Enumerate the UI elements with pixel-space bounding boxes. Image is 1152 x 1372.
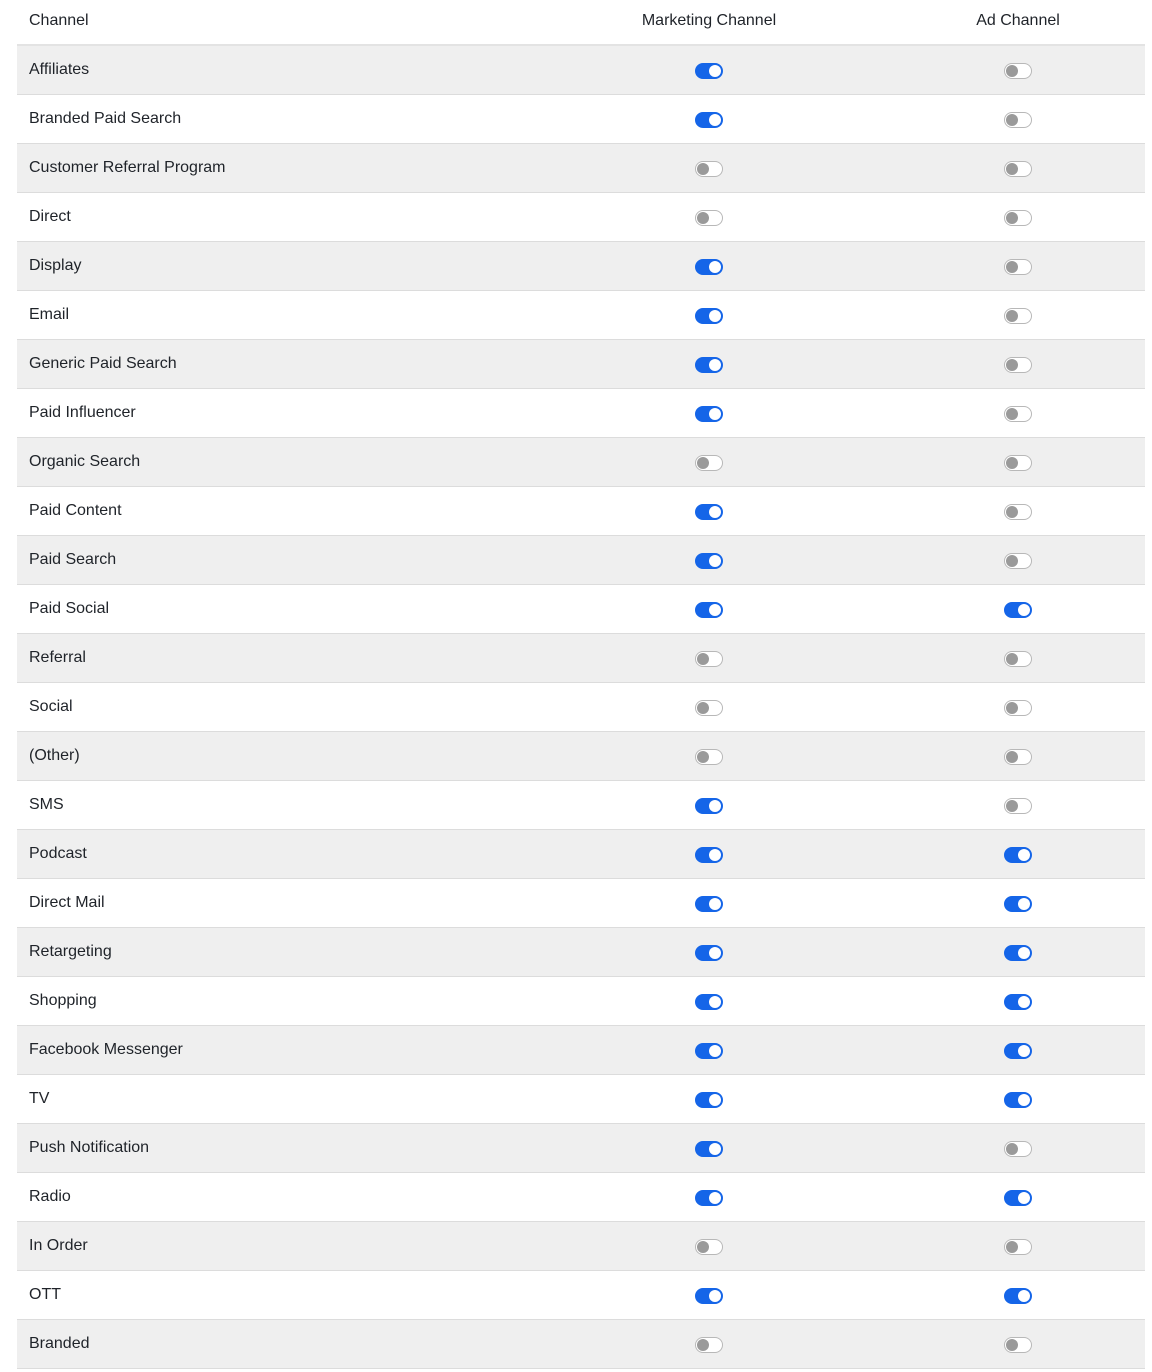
ad-channel-toggle[interactable] — [1004, 798, 1032, 814]
channel-name: Shopping — [29, 992, 97, 1009]
marketing-channel-toggle[interactable] — [695, 210, 723, 226]
channel-name: Facebook Messenger — [29, 1041, 183, 1058]
table-row — [17, 1026, 1145, 1075]
marketing-channel-toggle[interactable] — [695, 1190, 723, 1206]
marketing-channel-toggle[interactable] — [695, 357, 723, 373]
ad-channel-toggle[interactable] — [1004, 1092, 1032, 1108]
toggle-knob — [709, 1045, 721, 1057]
table-row — [17, 487, 1145, 536]
channel-name: Paid Influencer — [29, 404, 136, 421]
ad-channel-toggle[interactable] — [1004, 896, 1032, 912]
toggle-knob — [1006, 555, 1018, 567]
toggle-knob — [709, 261, 721, 273]
toggle-knob — [1018, 1045, 1030, 1057]
channel-name: Generic Paid Search — [29, 355, 177, 372]
toggle-knob — [1006, 114, 1018, 126]
toggle-knob — [709, 65, 721, 77]
channel-name: Podcast — [29, 845, 87, 862]
toggle-knob — [1018, 604, 1030, 616]
ad-channel-toggle[interactable] — [1004, 1190, 1032, 1206]
ad-channel-toggle[interactable] — [1004, 406, 1032, 422]
toggle-knob — [709, 1192, 721, 1204]
column-header-ad-channel: Ad Channel — [976, 12, 1060, 29]
ad-channel-toggle[interactable] — [1004, 1288, 1032, 1304]
channel-name: Push Notification — [29, 1139, 150, 1156]
toggle-knob — [1006, 800, 1018, 812]
table-header — [17, 0, 1145, 46]
ad-channel-toggle[interactable] — [1004, 602, 1032, 618]
channel-name: Email — [29, 306, 70, 323]
table-row — [17, 977, 1145, 1026]
marketing-channel-toggle[interactable] — [695, 994, 723, 1010]
table-row — [17, 1320, 1145, 1369]
channel-name: Direct Mail — [29, 894, 105, 911]
toggle-knob — [709, 947, 721, 959]
toggle-knob — [1006, 261, 1018, 273]
table-row — [17, 683, 1145, 732]
marketing-channel-toggle[interactable] — [695, 63, 723, 79]
channel-name: Paid Content — [29, 502, 122, 519]
marketing-channel-toggle[interactable] — [695, 455, 723, 471]
toggle-knob — [1006, 702, 1018, 714]
toggle-knob — [1018, 849, 1030, 861]
toggle-knob — [1018, 947, 1030, 959]
channel-name: Affiliates — [29, 61, 90, 78]
table-row — [17, 732, 1145, 781]
toggle-knob — [1006, 65, 1018, 77]
toggle-knob — [709, 849, 721, 861]
table-row — [17, 830, 1145, 879]
toggle-knob — [1018, 996, 1030, 1008]
ad-channel-toggle[interactable] — [1004, 651, 1032, 667]
marketing-channel-toggle[interactable] — [695, 406, 723, 422]
toggle-knob — [1006, 163, 1018, 175]
table-row — [17, 144, 1145, 193]
marketing-channel-toggle[interactable] — [695, 1141, 723, 1157]
channel-name: Branded — [29, 1335, 90, 1352]
channel-name: Retargeting — [29, 943, 112, 960]
marketing-channel-toggle[interactable] — [695, 504, 723, 520]
toggle-knob — [709, 1290, 721, 1302]
toggle-knob — [1006, 359, 1018, 371]
marketing-channel-toggle[interactable] — [695, 896, 723, 912]
channel-settings-table — [17, 0, 1145, 1369]
ad-channel-toggle[interactable] — [1004, 504, 1032, 520]
ad-channel-toggle[interactable] — [1004, 553, 1032, 569]
marketing-channel-toggle[interactable] — [695, 602, 723, 618]
table-body — [17, 46, 1145, 1369]
marketing-channel-toggle[interactable] — [695, 798, 723, 814]
marketing-channel-toggle[interactable] — [695, 1239, 723, 1255]
toggle-knob — [697, 163, 709, 175]
table-row — [17, 1271, 1145, 1320]
channel-name: Display — [29, 257, 82, 274]
channel-name: Direct — [29, 208, 71, 225]
table-row — [17, 585, 1145, 634]
ad-channel-toggle[interactable] — [1004, 357, 1032, 373]
marketing-channel-toggle[interactable] — [695, 700, 723, 716]
ad-channel-toggle[interactable] — [1004, 308, 1032, 324]
channel-name: Paid Search — [29, 551, 117, 568]
toggle-knob — [1006, 751, 1018, 763]
marketing-channel-toggle[interactable] — [695, 112, 723, 128]
channel-name: TV — [29, 1090, 50, 1107]
marketing-channel-toggle[interactable] — [695, 1288, 723, 1304]
table-row — [17, 193, 1145, 242]
ad-channel-toggle[interactable] — [1004, 63, 1032, 79]
ad-channel-toggle[interactable] — [1004, 210, 1032, 226]
channel-name: Radio — [29, 1188, 71, 1205]
toggle-knob — [697, 653, 709, 665]
ad-channel-toggle[interactable] — [1004, 994, 1032, 1010]
table-row — [17, 46, 1145, 95]
toggle-knob — [1006, 506, 1018, 518]
toggle-knob — [709, 310, 721, 322]
toggle-knob — [709, 898, 721, 910]
toggle-knob — [697, 457, 709, 469]
toggle-knob — [709, 1143, 721, 1155]
table-row — [17, 879, 1145, 928]
ad-channel-toggle[interactable] — [1004, 1337, 1032, 1353]
toggle-knob — [1006, 1339, 1018, 1351]
table-row — [17, 634, 1145, 683]
table-row — [17, 340, 1145, 389]
ad-channel-toggle[interactable] — [1004, 112, 1032, 128]
table-row — [17, 781, 1145, 830]
toggle-knob — [697, 1241, 709, 1253]
toggle-knob — [1006, 1241, 1018, 1253]
toggle-knob — [1018, 1290, 1030, 1302]
marketing-channel-toggle[interactable] — [695, 847, 723, 863]
toggle-knob — [1006, 1143, 1018, 1155]
ad-channel-toggle[interactable] — [1004, 259, 1032, 275]
toggle-knob — [709, 555, 721, 567]
column-header-channel: Channel — [29, 12, 89, 29]
channel-name: SMS — [29, 796, 64, 813]
marketing-channel-toggle[interactable] — [695, 308, 723, 324]
marketing-channel-toggle[interactable] — [695, 1337, 723, 1353]
marketing-channel-toggle[interactable] — [695, 651, 723, 667]
channel-name: In Order — [29, 1237, 88, 1254]
table-row — [17, 242, 1145, 291]
ad-channel-toggle[interactable] — [1004, 1043, 1032, 1059]
toggle-knob — [709, 506, 721, 518]
toggle-knob — [1006, 212, 1018, 224]
toggle-knob — [709, 359, 721, 371]
ad-channel-toggle[interactable] — [1004, 161, 1032, 177]
ad-channel-toggle[interactable] — [1004, 847, 1032, 863]
table-row — [17, 389, 1145, 438]
table-row — [17, 1222, 1145, 1271]
marketing-channel-toggle[interactable] — [695, 259, 723, 275]
channel-name: OTT — [29, 1286, 61, 1303]
toggle-knob — [697, 212, 709, 224]
ad-channel-toggle[interactable] — [1004, 749, 1032, 765]
toggle-knob — [709, 800, 721, 812]
toggle-knob — [709, 604, 721, 616]
toggle-knob — [1018, 898, 1030, 910]
table-row — [17, 291, 1145, 340]
toggle-knob — [697, 702, 709, 714]
marketing-channel-toggle[interactable] — [695, 1092, 723, 1108]
toggle-knob — [1006, 653, 1018, 665]
table-row — [17, 1075, 1145, 1124]
table-row — [17, 438, 1145, 487]
toggle-knob — [1006, 457, 1018, 469]
table-row — [17, 1124, 1145, 1173]
toggle-knob — [709, 996, 721, 1008]
toggle-knob — [1018, 1094, 1030, 1106]
marketing-channel-toggle[interactable] — [695, 1043, 723, 1059]
channel-name: Referral — [29, 649, 86, 666]
channel-name: Branded Paid Search — [29, 110, 182, 127]
marketing-channel-toggle[interactable] — [695, 161, 723, 177]
marketing-channel-toggle[interactable] — [695, 945, 723, 961]
table-row — [17, 1173, 1145, 1222]
ad-channel-toggle[interactable] — [1004, 1239, 1032, 1255]
marketing-channel-toggle[interactable] — [695, 553, 723, 569]
channel-name: Social — [29, 698, 73, 715]
toggle-knob — [709, 408, 721, 420]
channel-name: (Other) — [29, 747, 80, 764]
toggle-knob — [1006, 408, 1018, 420]
ad-channel-toggle[interactable] — [1004, 945, 1032, 961]
marketing-channel-toggle[interactable] — [695, 749, 723, 765]
ad-channel-toggle[interactable] — [1004, 1141, 1032, 1157]
toggle-knob — [709, 114, 721, 126]
toggle-knob — [709, 1094, 721, 1106]
column-header-marketing-channel: Marketing Channel — [641, 12, 777, 29]
toggle-knob — [1018, 1192, 1030, 1204]
table-row — [17, 928, 1145, 977]
toggle-knob — [697, 751, 709, 763]
toggle-knob — [1006, 310, 1018, 322]
channel-name: Paid Social — [29, 600, 110, 617]
table-row — [17, 536, 1145, 585]
toggle-knob — [697, 1339, 709, 1351]
ad-channel-toggle[interactable] — [1004, 455, 1032, 471]
ad-channel-toggle[interactable] — [1004, 700, 1032, 716]
channel-name: Organic Search — [29, 453, 141, 470]
channel-name: Customer Referral Program — [29, 159, 226, 176]
table-row — [17, 95, 1145, 144]
